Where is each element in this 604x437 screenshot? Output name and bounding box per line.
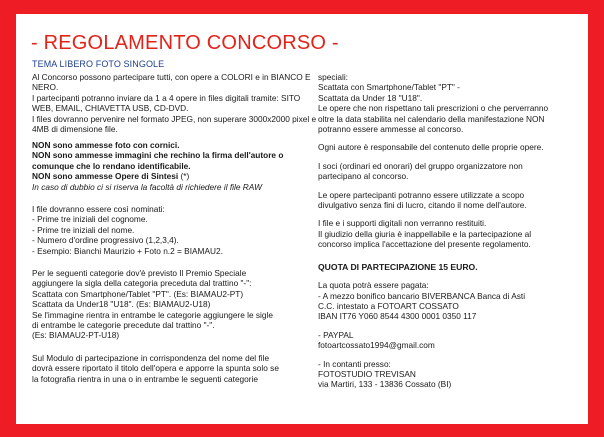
continuation-line: Scattata da Under 18 "U18".: [318, 92, 423, 103]
file-naming-rule: - Prime tre iniziali del cognome.: [32, 214, 148, 225]
rule-no-signature: NON sono ammesse immagini che rechino la firma dell'autore o comunque che lo rendano identificabile.: [32, 150, 284, 171]
payment-line: La quota potrà essere pagata:: [318, 280, 429, 291]
members-line: partecipano al concorso.: [318, 171, 409, 182]
usage-line: divulgativo senza fini di lucro, citando il nome dell'autore.: [318, 200, 527, 211]
intro-paragraph: Al Concorso possono partecipare tutti, con opere a COLORI e in BIANCO E NERO.: [32, 72, 311, 93]
entry-form-line: la fotografia rientra in una o in entrambe le seguenti categorie: [32, 373, 259, 384]
special-category-line: (Es: BIAMAU2-PT-U18): [32, 330, 120, 341]
cash-address: via Martiri, 133 - 13836 Cossato (BI): [318, 379, 452, 390]
continuation-line: speciali:: [318, 72, 348, 82]
judging-line: concorso implica l'accettazione del presente regolamento.: [318, 239, 531, 250]
continuation-line: Scattata con Smartphone/Tablet "PT" -: [318, 82, 460, 93]
raw-file-note: In caso di dubbio ci si riserva la facoltà di richiedere il file RAW: [32, 181, 262, 192]
fee-heading: QUOTA DI PARTECIPAZIONE 15 EURO.: [318, 261, 478, 272]
file-naming-rule: - Numero d'ordine progressivo (1,2,3,4).: [32, 235, 179, 246]
special-category-line: aggiungere la sigla della categoria preceduta dal trattino "-":: [32, 278, 252, 289]
special-category-line: di entrambe le categorie precedute dal trattino "-".: [32, 320, 215, 331]
special-category-line: Se l'immagine rientra in entrambe le categorie aggiungere le sigle: [32, 309, 273, 320]
paypal-line: - PAYPAL: [318, 329, 354, 340]
payment-line: C.C. intestato a FOTOART COSSATO: [318, 300, 459, 311]
entry-form-line: Sul Modulo di partecipazione in corrispondenza del nome del file: [32, 352, 270, 363]
format-paragraph: I files dovranno pervenire nel formato JPEG, non superare 3000x2000 pixel e 4MB di dimensione file.: [32, 113, 317, 135]
regulation-sheet: [16, 14, 588, 424]
rule-no-frames: NON sono ammesse foto con cornici.: [32, 139, 180, 150]
members-line: I soci (ordinari ed onorari) del gruppo organizzatore non: [318, 160, 523, 171]
rule-no-synthesis-mark: (*): [178, 171, 190, 182]
cash-line: - In contanti presso:: [318, 358, 391, 369]
right-column: [318, 72, 580, 390]
continuation-line: oltre la data stabilita nel calendario della manifestazione NON: [318, 113, 545, 124]
payment-line: IBAN IT76 Y060 8544 4300 0001 0350 117: [318, 311, 477, 322]
special-category-line: Scattata con Smartphone/Tablet "PT". (Es: BIAMAU2-PT): [32, 288, 244, 299]
page-title: - REGOLAMENTO CONCORSO -: [31, 32, 339, 54]
special-category-line: Scattata da Under18 "U18". (Es: BIAMAU2-U18): [32, 299, 211, 310]
paypal-email: fotoartcossato1994@gmail.com: [318, 340, 435, 351]
payment-line: - A mezzo bonifico bancario BIVERBANCA Banca di Asti: [318, 290, 526, 301]
judging-line: Il giudizio della giuria è inappellabile e la partecipazione al: [318, 228, 532, 239]
rule-no-synthesis-label: NON sono ammesse Opere di Sintesi: [32, 171, 179, 182]
rule-no-synthesis: [32, 171, 318, 181]
file-naming-intro: I file dovranno essere così nominati:: [32, 203, 165, 214]
file-naming-rule: - Prime tre iniziali del nome.: [32, 224, 135, 235]
usage-line: Le opere partecipanti potranno essere utilizzate a scopo: [318, 189, 525, 200]
continuation-line: Le opere che non rispettano tali prescrizioni o che perverranno: [318, 103, 549, 114]
continuation-line: potranno essere ammesse al concorso.: [318, 124, 464, 135]
judging-line: I file e i supporti digitali non verranno restituiti.: [318, 218, 487, 229]
page-subtitle: TEMA LIBERO FOTO SINGOLE: [32, 59, 165, 69]
entry-form-line: dovrà essere riportato il titolo dell'opera e apporre la spunta solo se: [32, 363, 279, 374]
left-column: [32, 72, 318, 384]
file-naming-rule: - Esempio: Bianchi Maurizio + Foto n.2 = BIAMAU2.: [32, 245, 223, 256]
cash-line: FOTOSTUDIO TREVISAN: [318, 368, 416, 379]
special-category-line: Per le seguenti categorie dov'è previsto Il Premio Speciale: [32, 268, 247, 278]
submission-paragraph: I partecipanti potranno inviare da 1 a 4 opere in files digitali tramite: SITO WEB, EMAIL, CHIAVETTA USB, CD-DVD.: [32, 92, 301, 114]
responsibility-paragraph: Ogni autore è responsabile del contenuto delle proprie opere.: [318, 142, 544, 153]
